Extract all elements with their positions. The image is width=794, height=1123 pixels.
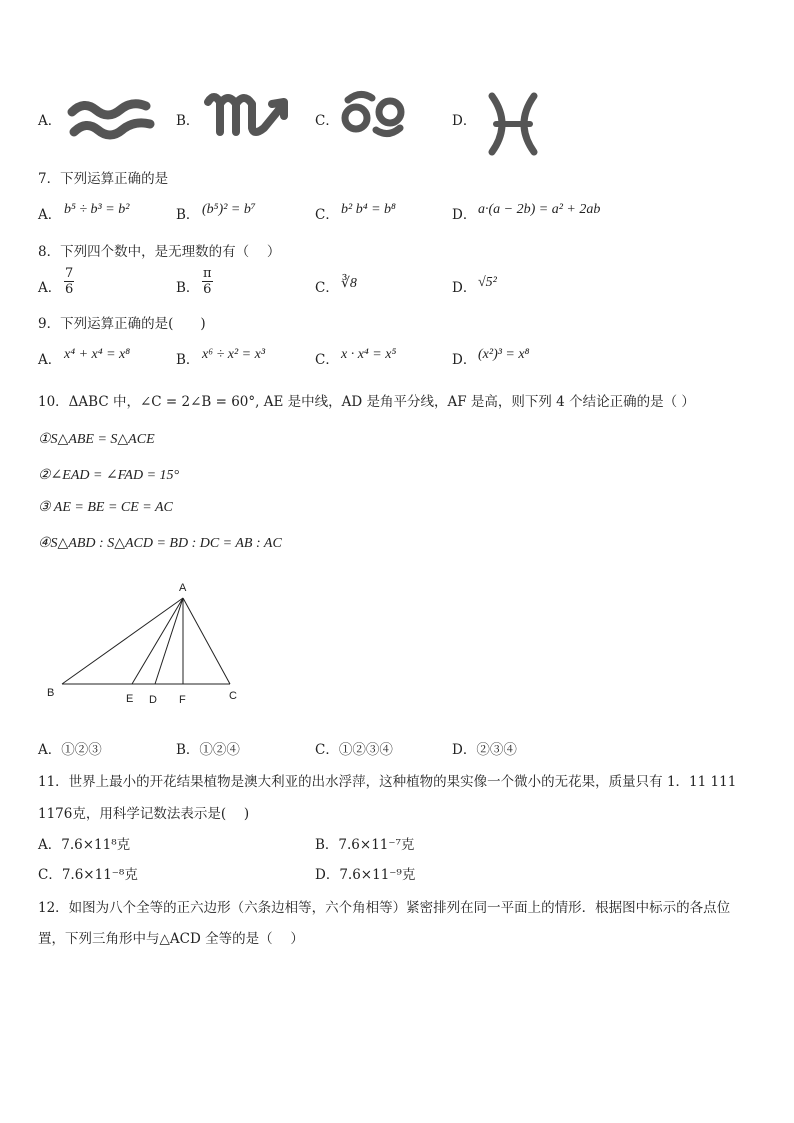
q9-option-a-label: A． <box>38 352 62 368</box>
point-c-label: C <box>229 690 237 702</box>
q7-option-b-label: B． <box>176 207 200 223</box>
question-8-stem: 8．下列四个数中，是无理数的有（ ） <box>38 244 281 260</box>
q11-option-c: C．7.6×11⁻⁸克 <box>38 867 138 883</box>
q8-option-a-label: A． <box>38 280 62 296</box>
q9-option-a-expr: x⁴ + x⁴ = x⁸ <box>64 347 131 362</box>
option-d-label: D． <box>452 113 477 129</box>
q10-option-b: B．①②④ <box>176 742 240 758</box>
q11-option-a: A．7.6×11⁸克 <box>38 837 131 853</box>
q11-option-d: D．7.6×11⁻⁹克 <box>315 867 416 883</box>
q9-option-d-expr: (x²)³ = x⁸ <box>478 347 530 362</box>
option-a-label: A． <box>38 113 62 129</box>
q10-statement-2: ②∠EAD = ∠FAD = 15° <box>38 468 180 483</box>
bisector-ad <box>155 598 183 684</box>
side-ab <box>62 598 183 684</box>
q7-option-c-expr: b² b⁴ = b⁸ <box>341 202 396 217</box>
aquarius-symbol-icon <box>66 94 158 142</box>
question-7-stem: 7．下列运算正确的是 <box>38 171 169 187</box>
q7-option-d-label: D． <box>452 207 477 223</box>
q7-option-c-label: C． <box>315 207 339 223</box>
q10-option-a: A．①②③ <box>38 742 102 758</box>
q7-option-d-expr: a·(a − 2b) = a² + 2ab <box>478 202 601 217</box>
q10-option-c: C．①②③④ <box>315 742 393 758</box>
q8-option-d-expr: √5² <box>478 275 497 290</box>
q10-option-d: D．②③④ <box>452 742 517 758</box>
q7-option-b-expr: (b⁵)² = b⁷ <box>202 202 256 217</box>
q8-option-a-fraction: $\frac{7}{6}$ <box>65 266 74 297</box>
option-c-label: C． <box>315 113 339 129</box>
q10-statement-1: ①S△ABE = S△ACE <box>38 432 155 447</box>
pisces-symbol-icon <box>484 90 542 158</box>
q8-option-c-label: C． <box>315 280 339 296</box>
point-b-label: B <box>47 687 55 699</box>
q8-option-d-label: D． <box>452 280 477 296</box>
question-9-stem: 9．下列运算正确的是( ) <box>38 316 206 332</box>
point-a-label: A <box>179 582 187 594</box>
question-11-line-1: 11．世界上最小的开花结果植物是澳大利亚的出水浮萍，这种植物的果实像一个微小的无花果，质量只有 1．11 111 <box>38 774 737 790</box>
point-e-label: E <box>126 693 134 705</box>
question-10-stem: 10．ΔABC 中，∠C = 2∠B = 60°, AE 是中线，AD 是角平分线，AF 是高，则下列 4 个结论正确的是（ ） <box>38 394 695 410</box>
cancer-symbol-icon <box>338 88 410 140</box>
q9-option-b-expr: x⁶ ÷ x² = x³ <box>202 347 266 362</box>
side-ac <box>183 598 230 684</box>
q9-option-c-label: C． <box>315 352 339 368</box>
q7-option-a-expr: b⁵ ÷ b³ = b² <box>64 202 130 217</box>
q10-statement-3: ③ AE = BE = CE = AC <box>38 500 173 515</box>
q7-option-a-label: A． <box>38 207 62 223</box>
scorpio-symbol-icon <box>202 88 298 138</box>
triangle-figure <box>40 580 250 710</box>
option-b-label: B． <box>176 113 200 129</box>
median-ae <box>132 598 183 684</box>
q8-option-b-label: B． <box>176 280 200 296</box>
q8-option-b-fraction: $\frac{\pi}{6}$ <box>203 266 212 297</box>
question-12-line-1: 12．如图为八个全等的正六边形（六条边相等，六个角相等）紧密排列在同一平面上的情形．根据图中标示的各点位 <box>38 900 731 916</box>
question-11-line-2: 1176克，用科学记数法表示是( ) <box>38 806 250 822</box>
q8-option-c-expr: ∛8 <box>341 276 357 291</box>
q10-statement-4: ④S△ABD : S△ACD = BD : DC = AB : AC <box>38 536 282 551</box>
q9-option-d-label: D． <box>452 352 477 368</box>
q11-option-b: B．7.6×11⁻⁷克 <box>315 837 415 853</box>
point-f-label: F <box>179 694 186 706</box>
q9-option-c-expr: x · x⁴ = x⁵ <box>341 347 397 362</box>
question-12-line-2: 置，下列三角形中与△ACD 全等的是（ ） <box>38 931 304 947</box>
point-d-label: D <box>149 694 157 706</box>
q9-option-b-label: B． <box>176 352 200 368</box>
